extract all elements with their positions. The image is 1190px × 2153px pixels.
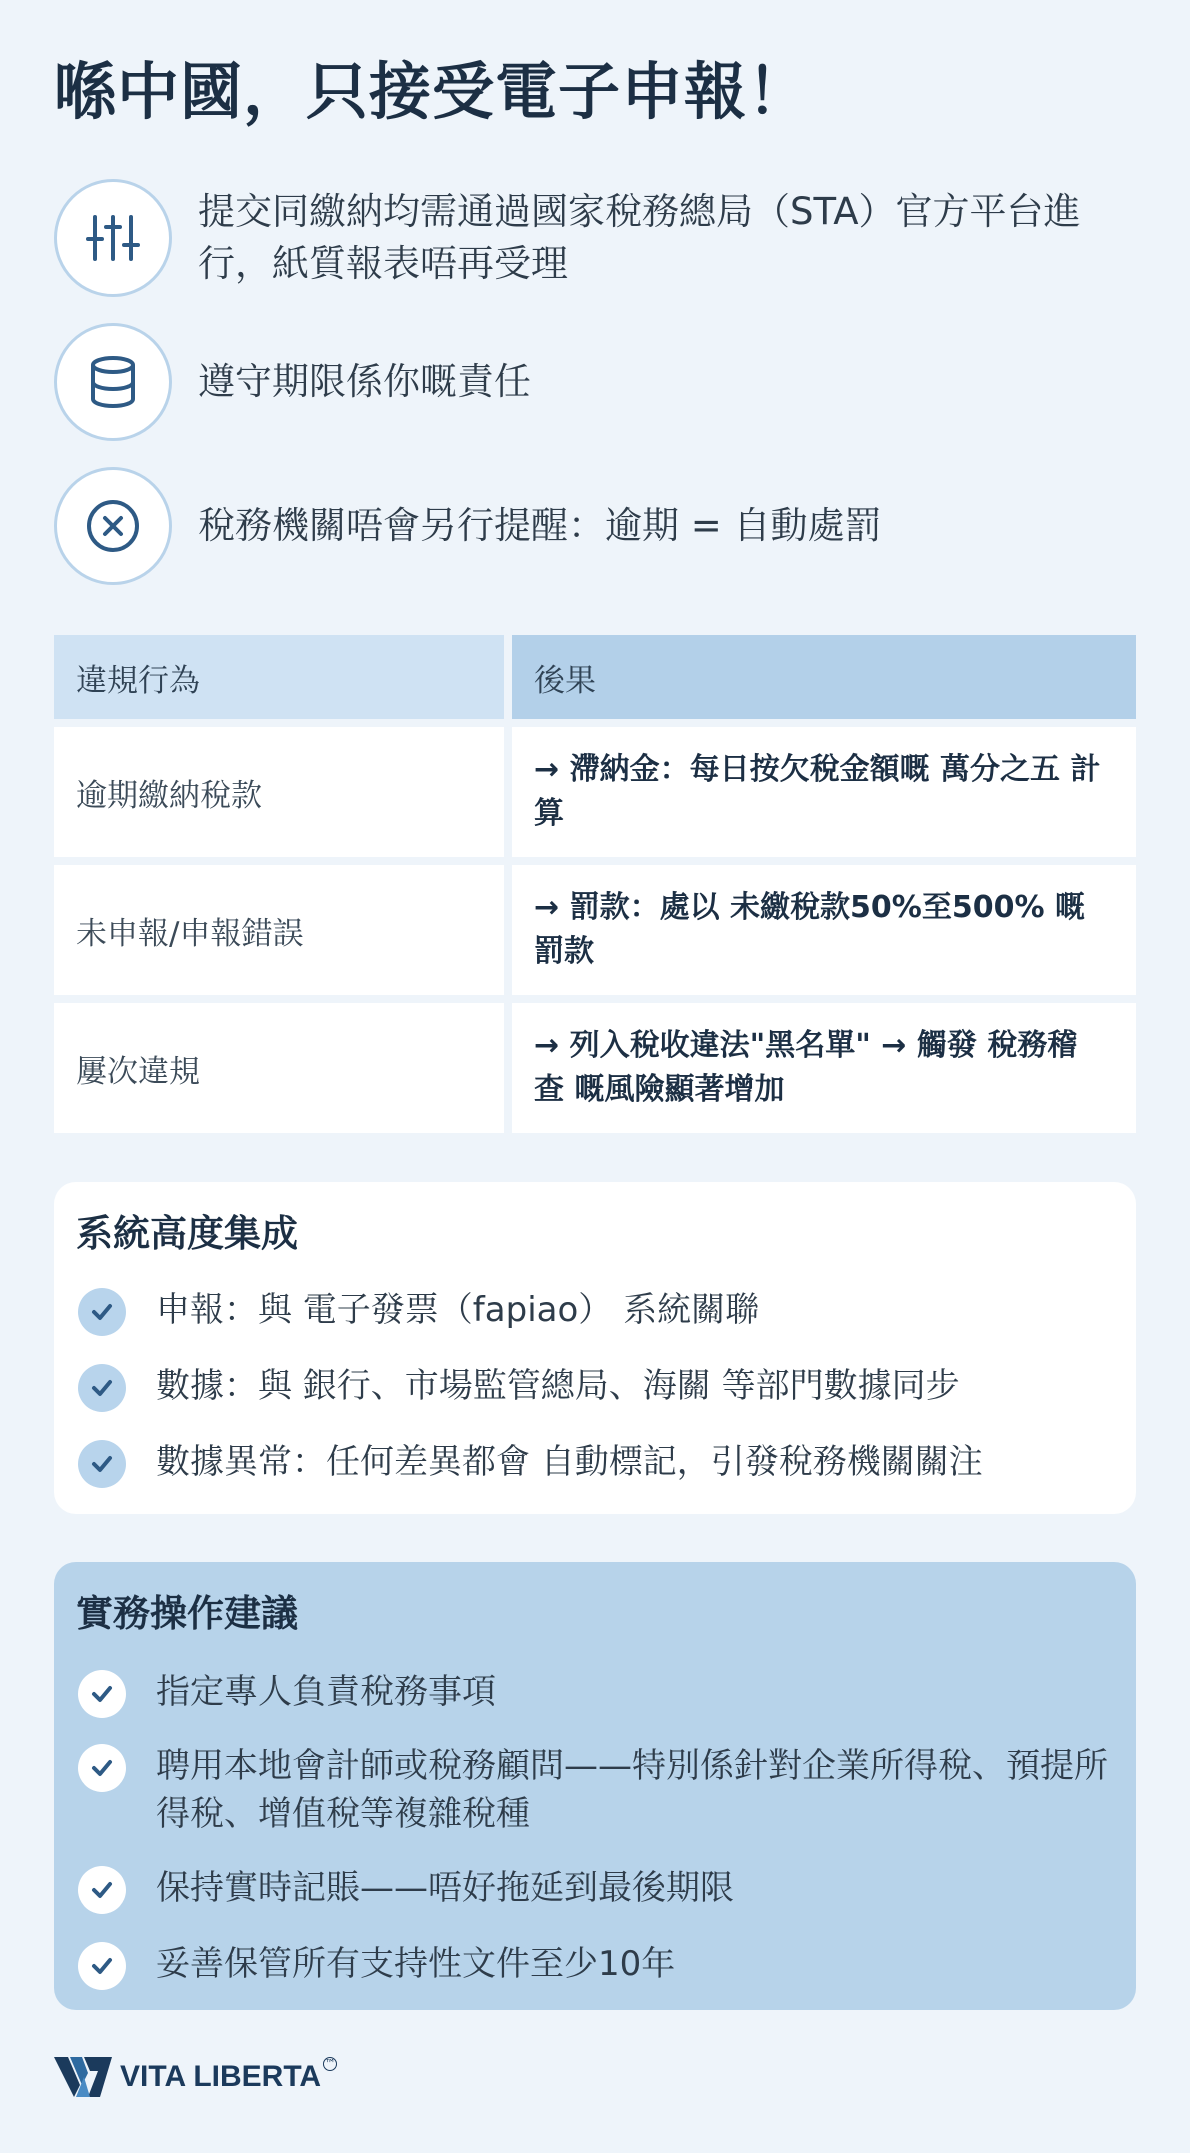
list-item-text: 妥善保管所有支持性文件至少10年 xyxy=(156,1944,676,1984)
table-header-consequence: 後果 xyxy=(512,635,1136,719)
list-item xyxy=(78,1864,1108,1914)
integration-card xyxy=(54,1182,1136,1514)
point-text: 遵守期限係你嘅責任 xyxy=(198,360,531,403)
table-cell-consequence: → 罰款：處以 未繳稅款50%至500% 嘅罰款 xyxy=(512,865,1136,995)
list-item-text: 數據：與 銀行、市場監管總局、海關 等部門數據同步 xyxy=(156,1366,960,1406)
integration-title: 系統高度集成 xyxy=(76,1212,298,1255)
x-circle-icon xyxy=(54,467,172,585)
point-text: 稅務機關唔會另行提醒：逾期 = 自動處罰 xyxy=(198,504,882,547)
list-item-text: 申報：與 電子發票（fapiao） 系統關聯 xyxy=(156,1290,760,1330)
check-icon xyxy=(78,1942,126,1990)
list-item xyxy=(78,1362,1108,1412)
check-icon xyxy=(78,1440,126,1488)
advice-title: 實務操作建議 xyxy=(76,1592,298,1635)
check-icon xyxy=(78,1744,126,1792)
list-item-text: 保持實時記賬——唔好拖延到最後期限 xyxy=(156,1868,734,1908)
brand-logo xyxy=(54,2052,337,2102)
list-item xyxy=(78,1286,1108,1336)
point-text: 提交同繳納均需通過國家稅務總局（STA）官方平台進行，紙質報表唔再受理 xyxy=(198,190,1081,285)
point-sta-platform xyxy=(54,178,1134,298)
list-item xyxy=(78,1668,1108,1718)
check-icon xyxy=(78,1866,126,1914)
check-icon xyxy=(78,1288,126,1336)
table-cell-violation: 未申報/申報錯誤 xyxy=(54,865,504,995)
table-cell-violation: 逾期繳納稅款 xyxy=(54,727,504,857)
list-item xyxy=(78,1742,1108,1838)
vita-liberta-logo-icon xyxy=(54,2055,112,2099)
list-item-text: 指定專人負責稅務事項 xyxy=(156,1672,496,1712)
table-header-violation: 違規行為 xyxy=(54,635,504,719)
advice-card xyxy=(54,1562,1136,2010)
brand-name: VITA LIBERTA xyxy=(120,2060,322,2093)
list-item xyxy=(78,1940,1108,1990)
list-item xyxy=(78,1438,1108,1488)
point-no-reminder xyxy=(54,466,1134,586)
point-deadline-responsibility xyxy=(54,322,1134,442)
penalty-table xyxy=(54,635,1136,1133)
database-icon xyxy=(54,323,172,441)
sliders-icon xyxy=(54,179,172,297)
check-icon xyxy=(78,1364,126,1412)
trademark-mark: ™ xyxy=(324,2057,336,2070)
table-cell-consequence: → 列入稅收違法"黑名單" → 觸發 稅務稽查 嘅風險顯著增加 xyxy=(512,1003,1136,1133)
page-title: 喺中國，只接受電子申報！ xyxy=(54,55,811,128)
list-item-text: 數據異常：任何差異都會 自動標記，引發稅務機關關注 xyxy=(156,1442,983,1482)
check-icon xyxy=(78,1670,126,1718)
table-cell-violation: 屢次違規 xyxy=(54,1003,504,1133)
table-cell-consequence: → 滯納金：每日按欠稅金額嘅 萬分之五 計算 xyxy=(512,727,1136,857)
list-item-text: 聘用本地會計師或稅務顧問——特別係針對企業所得稅、預提所得稅、增值稅等複雜稅種 xyxy=(156,1746,1108,1834)
